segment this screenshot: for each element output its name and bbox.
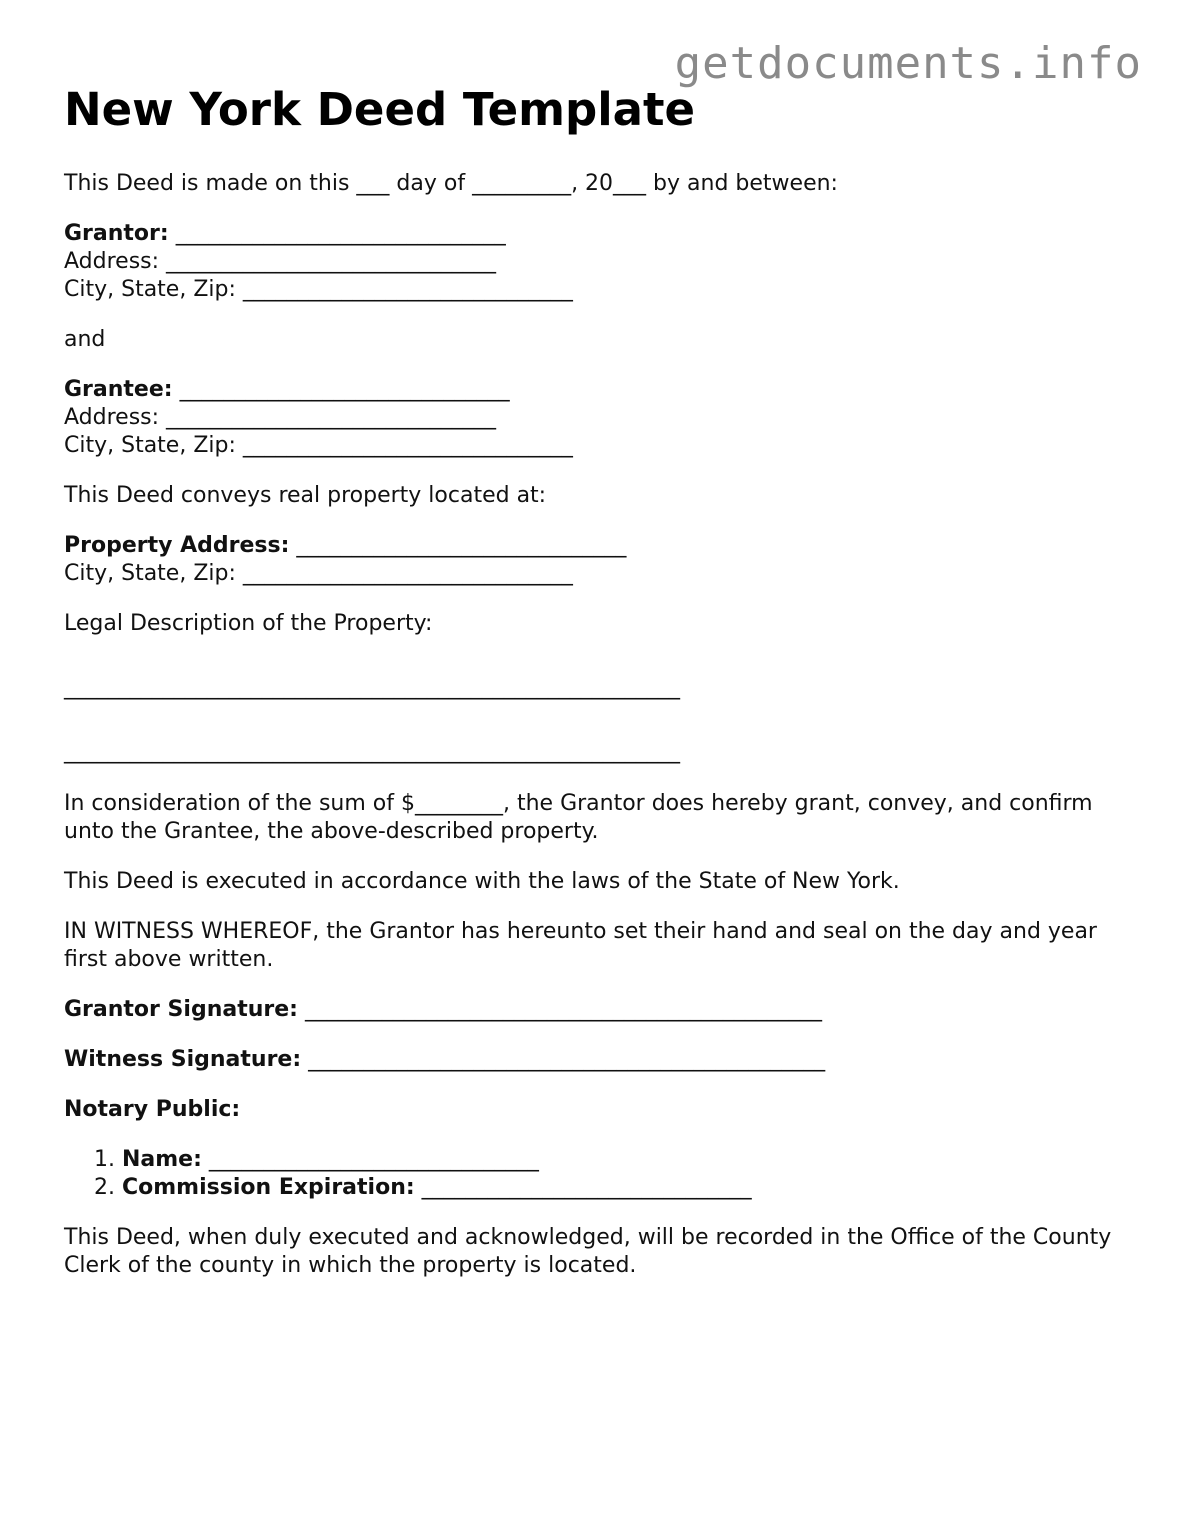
watermark: getdocuments.info — [674, 38, 1142, 89]
notary-heading: Notary Public: — [64, 1097, 241, 1122]
grantor-address-field[interactable]: Address: ______________________________ — [64, 249, 497, 274]
laws-text: This Deed is executed in accordance with the laws of the State of New York. — [64, 869, 900, 894]
grantor-signature-label: Grantor Signature: — [64, 997, 298, 1022]
notary-list — [64, 1146, 1124, 1202]
notary-commission-label: Commission Expiration: — [122, 1175, 415, 1200]
witness-signature-label: Witness Signature: — [64, 1047, 302, 1072]
witness-whereof-text: IN WITNESS WHEREOF, the Grantor has hereunto set their hand and seal on the day and year first above written. — [64, 919, 1097, 972]
witness-signature-blank[interactable]: _______________________________________________ — [301, 1047, 826, 1072]
grantor-signature-line — [64, 996, 1124, 1024]
grantor-name-blank[interactable]: ______________________________ — [168, 221, 506, 246]
notary-commission-item — [122, 1174, 1124, 1202]
closing-text: This Deed, when duly executed and acknowledged, will be recorded in the Office of the County Clerk of the county in which the property is located. — [64, 1225, 1112, 1278]
page-title: New York Deed Template — [64, 83, 696, 136]
grantee-label: Grantee: — [64, 377, 173, 402]
legal-description-line-1[interactable]: ________________________________________________________ — [64, 675, 680, 700]
property-address-label: Property Address: — [64, 533, 290, 558]
grantor-label: Grantor: — [64, 221, 169, 246]
notary-name-blank[interactable]: ______________________________ — [201, 1147, 539, 1172]
grantor-block — [64, 220, 1124, 304]
witness-signature-line — [64, 1046, 1124, 1074]
notary-name-label: Name: — [122, 1147, 202, 1172]
document-body — [64, 80, 1124, 1280]
conveys-text: This Deed conveys real property located at: — [64, 483, 547, 508]
grantor-signature-blank[interactable]: _______________________________________________ — [297, 997, 822, 1022]
and-text: and — [64, 327, 106, 352]
consideration-text: In consideration of the sum of $________, the Grantor does hereby grant, convey, and confirm unto the Grantee, the above-described property. — [64, 791, 1093, 844]
notary-commission-blank[interactable]: ______________________________ — [414, 1175, 752, 1200]
grantor-city-field[interactable]: City, State, Zip: ______________________________ — [64, 277, 573, 302]
property-block — [64, 532, 1124, 588]
grantee-block — [64, 376, 1124, 460]
property-city-field[interactable]: City, State, Zip: ______________________________ — [64, 561, 573, 586]
grantee-city-field[interactable]: City, State, Zip: ______________________________ — [64, 433, 573, 458]
legal-description-label: Legal Description of the Property: — [64, 611, 433, 636]
legal-description-line-2[interactable]: ________________________________________________________ — [64, 739, 680, 764]
grantee-address-field[interactable]: Address: ______________________________ — [64, 405, 497, 430]
property-address-blank[interactable]: ______________________________ — [289, 533, 627, 558]
notary-name-item — [122, 1146, 1124, 1174]
intro-text: This Deed is made on this ___ day of _________, 20___ by and between: — [64, 171, 838, 196]
grantee-name-blank[interactable]: ______________________________ — [172, 377, 510, 402]
